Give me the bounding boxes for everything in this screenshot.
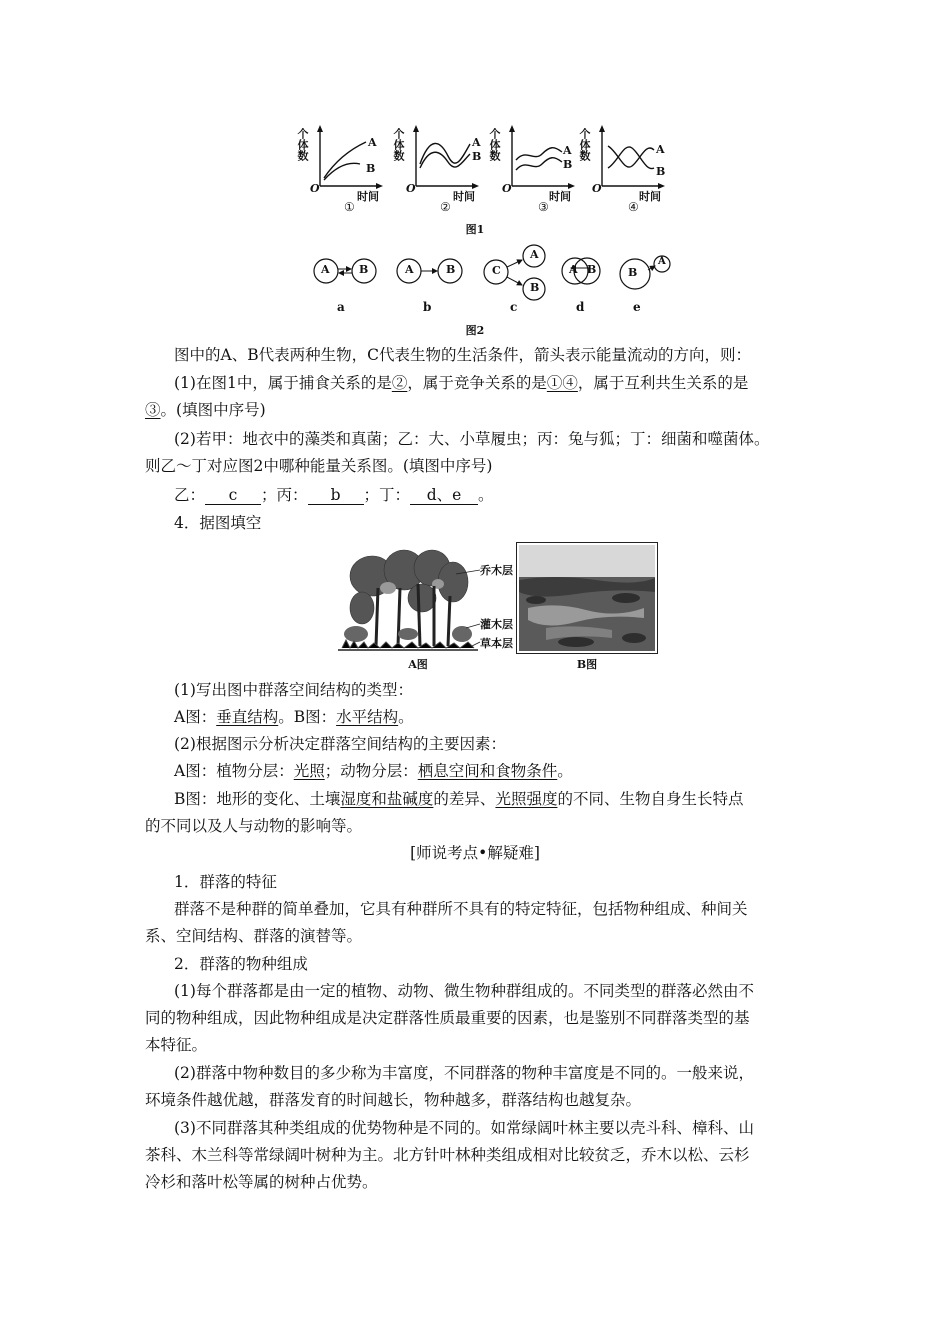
fig1-y-label-2: 个体数 bbox=[392, 128, 405, 161]
fig1-panel-label-4: ④ bbox=[628, 200, 639, 214]
fig1-label-b-2: B bbox=[472, 150, 482, 163]
fig1-label-a-1: A bbox=[368, 136, 377, 149]
fig2-node-b-b: B bbox=[446, 263, 456, 276]
fig1-origin-3: O bbox=[502, 182, 512, 195]
point-2-para1-line2: 同的物种组成，因此物种组成是决定群落性质最重要的因素，也是鉴别不同群落类型的基 bbox=[145, 1009, 750, 1027]
fig1-y-label-1: 个体数 bbox=[296, 128, 309, 161]
fig2-node-b-e: B bbox=[628, 266, 638, 279]
q3-answer-competition: ①④ bbox=[546, 374, 578, 392]
fig1-panel-label-3: ③ bbox=[538, 200, 549, 214]
fig1-origin-1: O bbox=[310, 182, 320, 195]
fig1-origin-4: O bbox=[592, 182, 602, 195]
q4-part2-b-line2: 的不同以及人与动物的影响等。 bbox=[145, 817, 363, 835]
fig2-node-a-d: A bbox=[569, 263, 578, 276]
point-2-para1-line1: (1)每个群落都是由一定的植物、动物、微生物种群组成的。不同类型的群落必然由不 bbox=[174, 982, 754, 1000]
fig1-x-label-4: 时间 bbox=[639, 190, 661, 203]
fig2-node-a-b: A bbox=[405, 263, 414, 276]
q4-a-label: A图： bbox=[174, 708, 217, 726]
q4-part2-b-line1 bbox=[174, 788, 743, 810]
point-2-para3-line1: (3)不同群落其种类组成的优势物种是不同的。如常绿阔叶林主要以壳斗科、樟科、山 bbox=[174, 1119, 754, 1137]
q4-part2: (2)根据图示分析决定群落空间结构的主要因素： bbox=[174, 735, 506, 753]
q4-b2-text-a: B图：地形的变化、土壤 bbox=[174, 790, 341, 808]
q4-answer-humidity-salinity: 湿度和盐碱度 bbox=[340, 790, 434, 808]
fig2-label-a: a bbox=[337, 300, 345, 314]
q3-part2-answers bbox=[174, 484, 494, 506]
fig1-y-label-4: 个体数 bbox=[578, 128, 591, 161]
fig1-label-a-3: A bbox=[563, 144, 572, 157]
fig1-label-b-3: B bbox=[563, 158, 573, 171]
q3-part2-line1: (2)若甲：地衣中的藻类和真菌；乙：大、小草履虫；丙：兔与狐；丁：细菌和噬菌体。 bbox=[174, 430, 770, 448]
q3-ding-label: ；丁： bbox=[363, 486, 411, 504]
point-2-para1-line3: 本特征。 bbox=[145, 1036, 208, 1054]
point-1-text-line1: 群落不是种群的简单叠加，它具有种群所不具有的特定特征，包括物种组成、种间关 bbox=[174, 900, 748, 918]
fig1-x-label-1: 时间 bbox=[357, 190, 379, 203]
fig2-node-c-c: C bbox=[492, 264, 501, 277]
q3-part1-text-d: 。(填图中序号) bbox=[160, 401, 266, 419]
q3-part2-line2: 则乙～丁对应图2中哪种能量关系图。(填图中序号) bbox=[145, 457, 493, 475]
q3-part1-text-c: ，属于互利共生关系的是 bbox=[577, 374, 749, 392]
point-2-para3-line2: 茶科、木兰科等常绿阔叶树种为主。北方针叶林种类组成相对比较贫乏，乔木以松、云杉 bbox=[145, 1146, 750, 1164]
fig-b-caption: B图 bbox=[576, 658, 598, 671]
fig1-panel-4 bbox=[599, 125, 665, 189]
fig1-y-label-3: 个体数 bbox=[488, 128, 501, 161]
point-2-para2-line1: (2)群落中物种数目的多少称为丰富度，不同群落的物种丰富度是不同的。一般来说， bbox=[174, 1064, 754, 1082]
q3-end: 。 bbox=[478, 486, 494, 504]
wetland-photo bbox=[516, 542, 658, 654]
fig1-label-b-4: B bbox=[656, 165, 666, 178]
fig1-panel-label-2: ② bbox=[440, 200, 451, 214]
fig1-caption: 图1 bbox=[465, 223, 485, 236]
fig2-node-b-c: B bbox=[530, 281, 540, 294]
fig2-caption: 图2 bbox=[465, 324, 485, 337]
q3-ding-answer: d、e bbox=[410, 486, 478, 505]
label-herb-layer: 草本层 bbox=[480, 637, 513, 650]
fig2-node-a-a: A bbox=[321, 263, 330, 276]
q4-b2-text-b: 的差异、 bbox=[433, 790, 496, 808]
fig1-panel-label-1: ① bbox=[344, 200, 355, 214]
fig1-panel-2 bbox=[413, 125, 482, 189]
fig1-label-b-1: B bbox=[366, 162, 376, 175]
section-heading: [师说考点•解疑难] bbox=[410, 844, 540, 862]
q3-answer-predation: ② bbox=[391, 374, 408, 392]
q4-answer-light-intensity: 光照强度 bbox=[495, 790, 558, 808]
point-2-para3-line3: 冷杉和落叶松等属的树种占优势。 bbox=[145, 1173, 378, 1191]
label-tree-layer: 乔木层 bbox=[480, 564, 513, 577]
q4-answer-habitat-food: 栖息空间和食物条件 bbox=[417, 762, 558, 780]
point-1-text-line2: 系、空间结构、群落的演替等。 bbox=[145, 927, 363, 945]
q4-answer-light: 光照 bbox=[293, 762, 325, 780]
q3-part1-text-a: (1)在图1中，属于捕食关系的是 bbox=[174, 374, 392, 392]
point-1-heading: 1．群落的特征 bbox=[174, 873, 277, 891]
fig2-label-e: e bbox=[633, 300, 641, 314]
q4-title: 4．据图填空 bbox=[174, 514, 262, 532]
q3-answer-mutualism: ③ bbox=[145, 401, 161, 419]
q4-a2-mid: ；动物分层： bbox=[324, 762, 418, 780]
fig1-label-a-2: A bbox=[472, 136, 481, 149]
point-2-heading: 2．群落的物种组成 bbox=[174, 955, 308, 973]
fig1-origin-2: O bbox=[406, 182, 416, 195]
fig2-label-c: c bbox=[510, 300, 518, 314]
q4-a2-label: A图：植物分层： bbox=[174, 762, 294, 780]
q4-part1-answers bbox=[174, 706, 414, 728]
fig1-label-a-4: A bbox=[656, 143, 665, 156]
fig2-label-d: d bbox=[576, 300, 585, 314]
point-2-para2-line2: 环境条件越优越，群落发育的时间越长，物种越多，群落结构也越复杂。 bbox=[145, 1091, 642, 1109]
q3-bing-label: ；丙： bbox=[261, 486, 308, 504]
q4-part2-a bbox=[174, 760, 573, 782]
q3-part1-line2 bbox=[145, 399, 266, 421]
fig1-panel-1 bbox=[317, 125, 383, 189]
fig1-x-label-2: 时间 bbox=[453, 190, 475, 203]
q3-yi-answer: c bbox=[205, 486, 261, 505]
fig2-label-b: b bbox=[423, 300, 432, 314]
q3-part1-text-b: ，属于竞争关系的是 bbox=[407, 374, 547, 392]
q4-a2-end: 。 bbox=[557, 762, 573, 780]
q3-intro: 图中的A、B代表两种生物，C代表生物的生活条件，箭头表示能量流动的方向，则： bbox=[174, 346, 751, 364]
fig1-x-label-3: 时间 bbox=[549, 190, 571, 203]
q4-b2-text-c: 的不同、生物自身生长特点 bbox=[557, 790, 744, 808]
q4-answer-vertical: 垂直结构 bbox=[216, 708, 279, 726]
q3-yi-label: 乙： bbox=[174, 486, 206, 504]
q4-part1-end: 。 bbox=[398, 708, 414, 726]
q4-b-label: 。B图： bbox=[278, 708, 337, 726]
fig2-node-a-c: A bbox=[530, 248, 539, 261]
q4-answer-horizontal: 水平结构 bbox=[336, 708, 399, 726]
fig-a-caption: A图 bbox=[408, 658, 428, 671]
label-shrub-layer: 灌木层 bbox=[480, 618, 513, 631]
fig2-node-b-d: B bbox=[587, 263, 597, 276]
fig1-panel-3 bbox=[509, 125, 575, 189]
q3-bing-answer: b bbox=[308, 486, 364, 505]
fig2-node-a-e: A bbox=[658, 256, 666, 267]
q4-part1: (1)写出图中群落空间结构的类型： bbox=[174, 681, 413, 699]
fig2-node-b-a: B bbox=[359, 263, 369, 276]
q3-part1-line1 bbox=[174, 372, 748, 394]
